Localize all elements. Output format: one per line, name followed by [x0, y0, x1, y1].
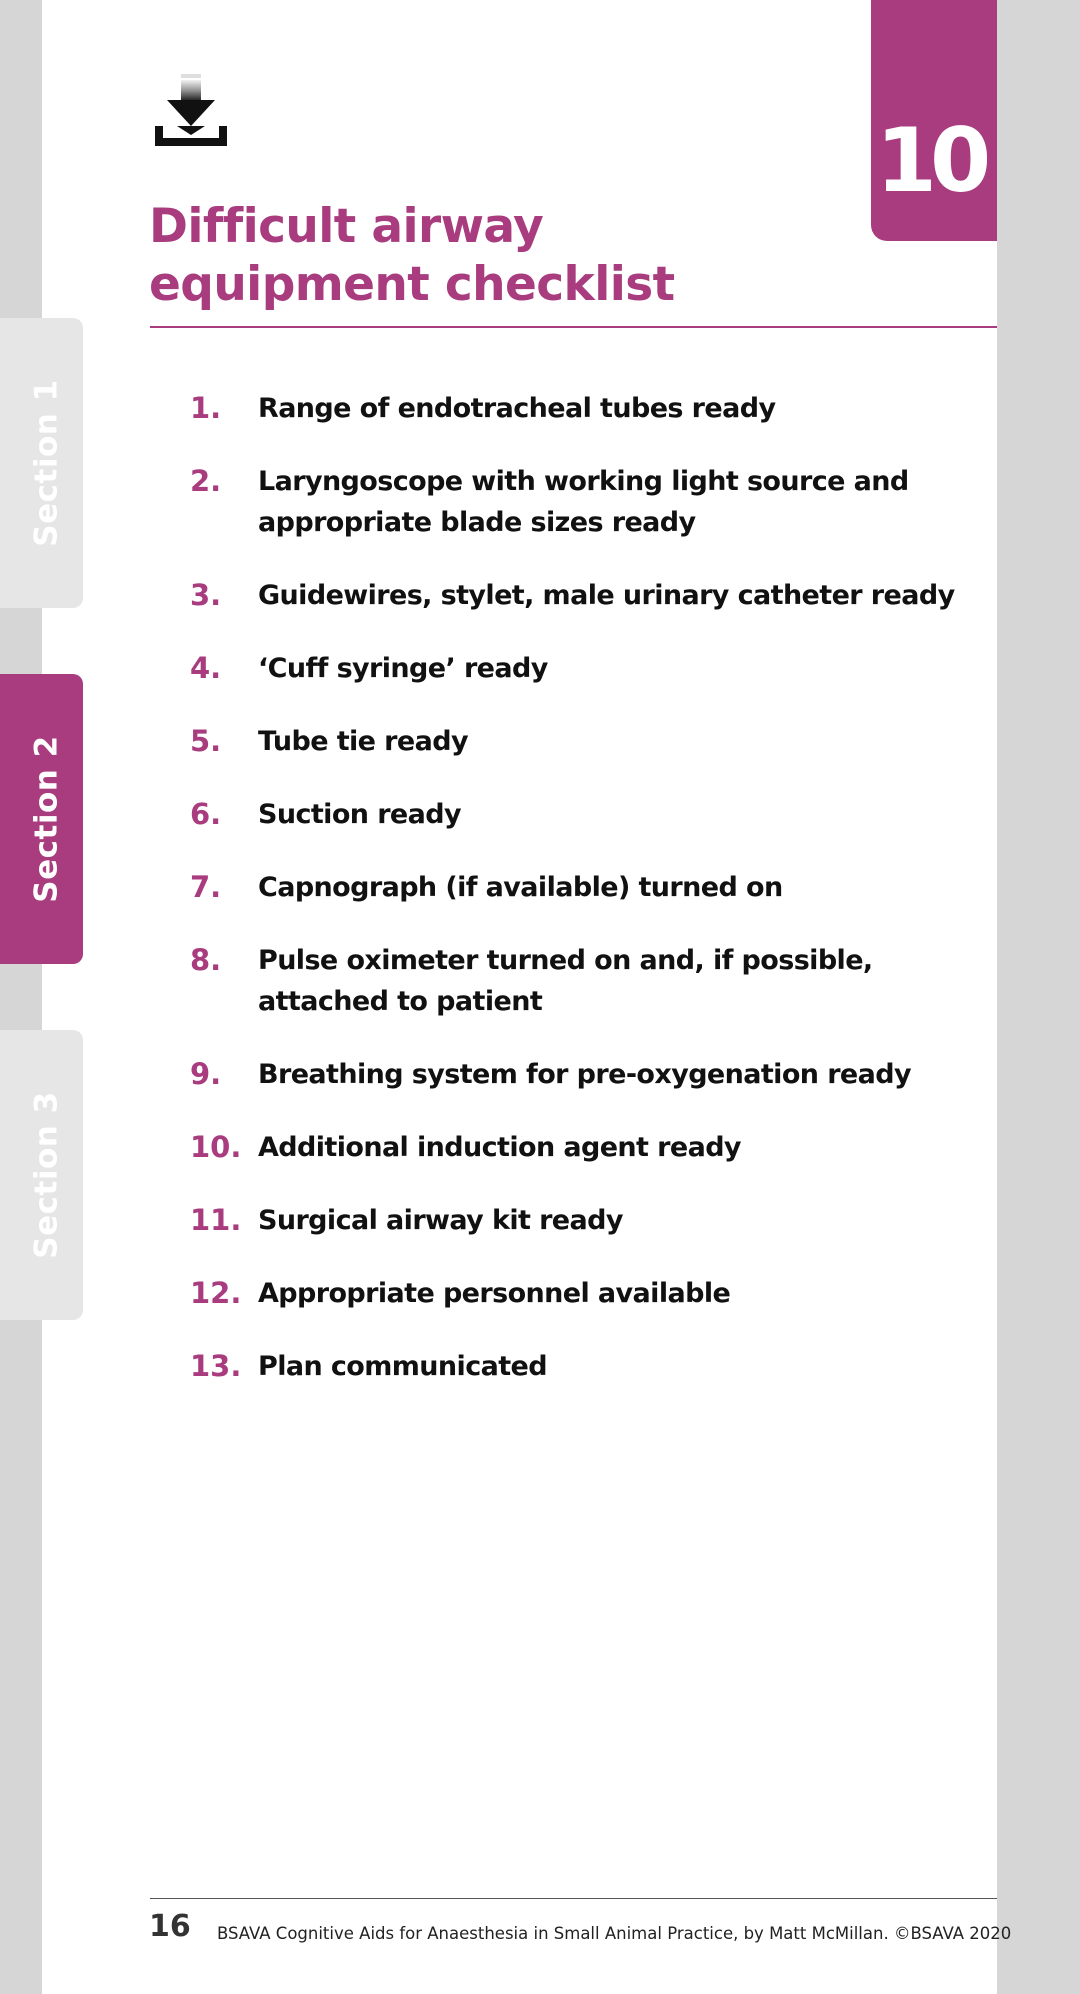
page-title-line-2: equipment checklist — [149, 257, 675, 312]
item-text: Laryngoscope with working light source and appropriate blade sizes ready — [258, 466, 909, 538]
checklist-item — [190, 648, 990, 689]
footer-divider — [150, 1898, 997, 1899]
section-tab-3[interactable] — [0, 1030, 83, 1320]
download-arrow-icon — [155, 74, 227, 146]
page-title — [149, 198, 674, 314]
item-text: Additional induction agent ready — [258, 1132, 741, 1163]
item-text: Surgical airway kit ready — [258, 1205, 623, 1236]
item-number: 3. — [190, 578, 222, 612]
item-number: 10. — [190, 1130, 242, 1164]
chapter-tab — [871, 0, 997, 241]
checklist-item — [190, 794, 990, 835]
page — [42, 0, 1012, 1994]
title-divider — [150, 326, 997, 328]
item-text: Pulse oximeter turned on and, if possible, attached to patient — [258, 945, 873, 1017]
item-number: 7. — [190, 870, 222, 904]
item-number: 12. — [190, 1276, 242, 1310]
item-text: Range of endotracheal tubes ready — [258, 393, 776, 424]
item-number: 2. — [190, 464, 222, 498]
item-text: Guidewires, stylet, male urinary catheter ready — [258, 580, 955, 611]
footer-credit: BSAVA Cognitive Aids for Anaesthesia in Small Animal Practice, by Matt McMillan. ©BSAVA 2020 — [217, 1924, 1012, 1943]
checklist — [190, 388, 990, 1419]
section-tab-3-label: Section 3 — [28, 1091, 65, 1259]
item-number: 5. — [190, 724, 222, 758]
item-number: 8. — [190, 943, 222, 977]
checklist-item — [190, 1200, 990, 1241]
item-text: Capnograph (if available) turned on — [258, 872, 783, 903]
item-number: 6. — [190, 797, 222, 831]
checklist-item — [190, 1054, 990, 1095]
checklist-item — [190, 461, 990, 543]
checklist-item — [190, 575, 990, 616]
item-text: Breathing system for pre-oxygenation ready — [258, 1059, 911, 1090]
checklist-item — [190, 867, 990, 908]
section-tab-2[interactable] — [0, 674, 83, 964]
item-number: 13. — [190, 1349, 242, 1383]
download-icon[interactable] — [155, 74, 227, 146]
section-tab-1[interactable] — [0, 318, 83, 608]
item-text: ‘Cuff syringe’ ready — [258, 653, 548, 684]
item-text: Tube tie ready — [258, 726, 468, 757]
item-number: 4. — [190, 651, 222, 685]
item-text: Suction ready — [258, 799, 461, 830]
checklist-item — [190, 1127, 990, 1168]
page-number: 16 — [149, 1909, 191, 1944]
checklist-item — [190, 940, 990, 1022]
page-title-line-1: Difficult airway — [149, 199, 544, 254]
item-text: Plan communicated — [258, 1351, 547, 1382]
checklist-item — [190, 721, 990, 762]
item-number: 1. — [190, 391, 222, 425]
checklist-item — [190, 1273, 990, 1314]
section-tab-2-label: Section 2 — [28, 735, 65, 903]
item-text: Appropriate personnel available — [258, 1278, 731, 1309]
section-tab-1-label: Section 1 — [28, 379, 65, 547]
item-number: 9. — [190, 1057, 222, 1091]
checklist-item — [190, 1346, 990, 1387]
chapter-number: 10 — [875, 109, 985, 212]
checklist-item — [190, 388, 990, 429]
item-number: 11. — [190, 1203, 242, 1237]
